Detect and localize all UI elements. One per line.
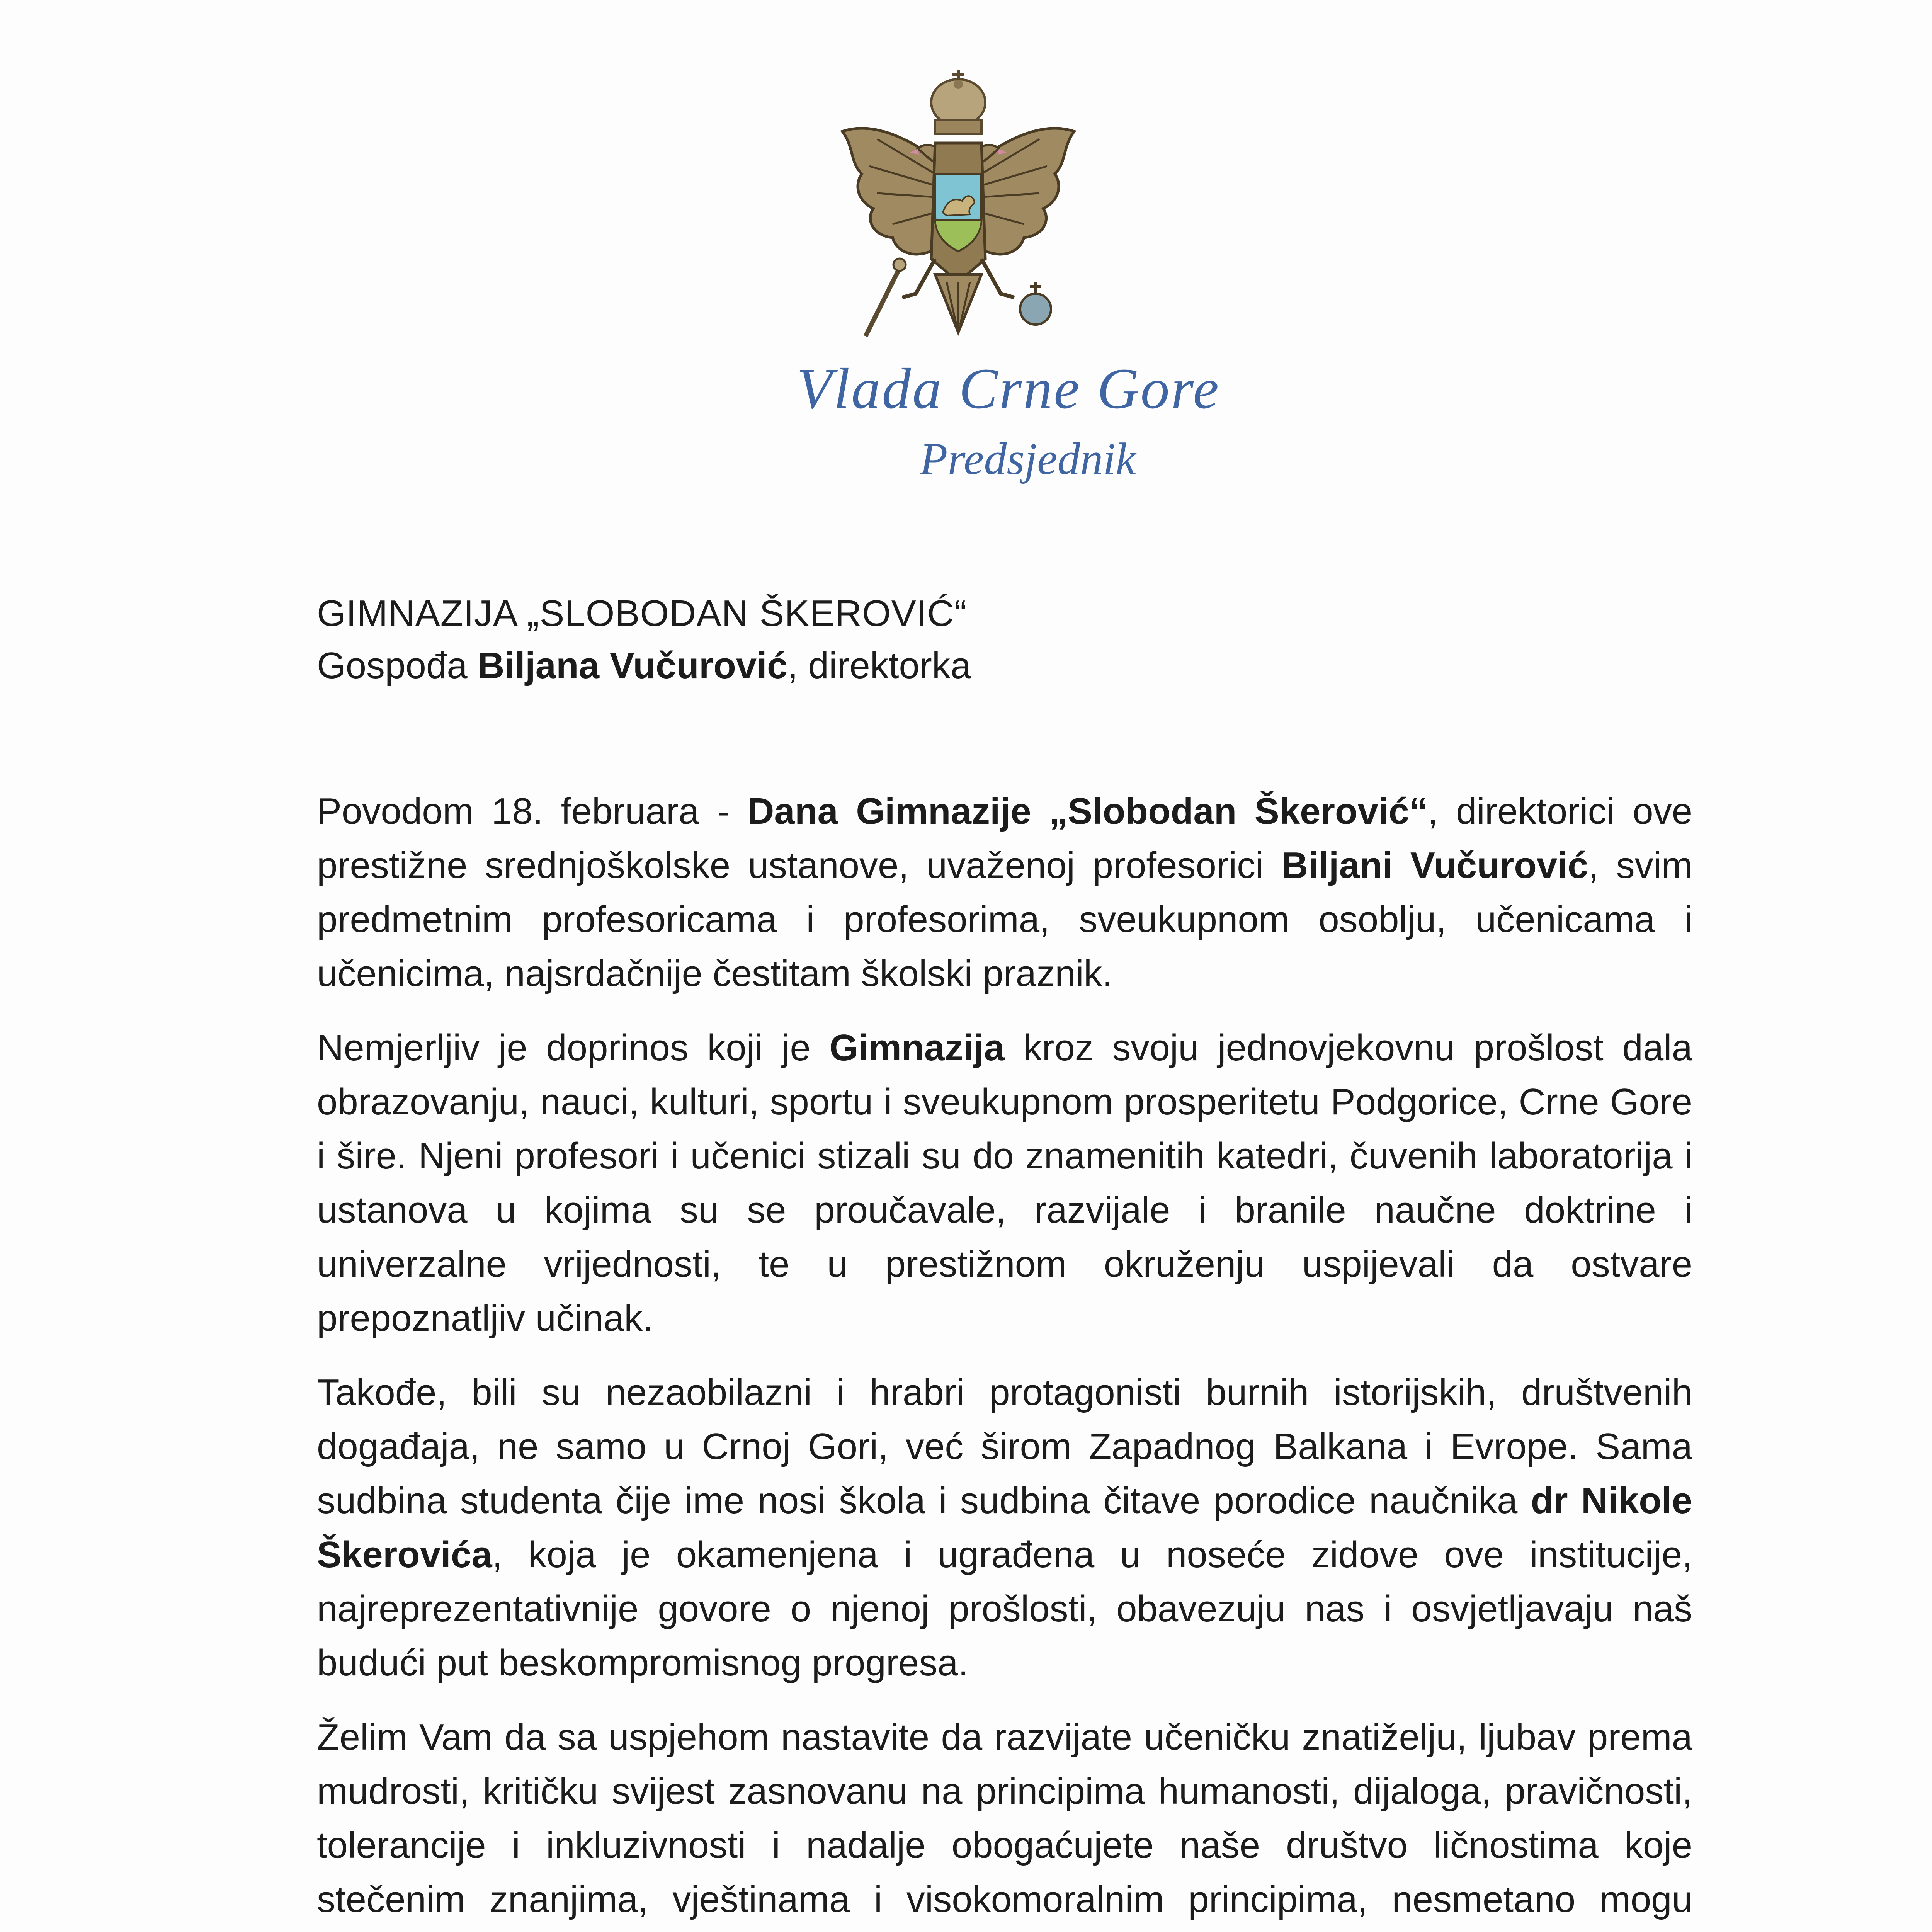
letter-body — [317, 784, 1692, 1932]
p3-bold-name: dr Nikole Škerovića — [317, 1480, 1693, 1575]
p1-text-c: , direktorici ove prestižne srednjoškolske ustanove, uvaženoj profesorici — [317, 791, 1693, 886]
paragraph-4 — [317, 1710, 1692, 1932]
p2-text-a: Nemjerljiv je doprinos koji je — [317, 1027, 830, 1068]
p4-text-a: Želim Vam da sa uspjehom nastavite da razvijate učeničku znatiželju, ljubav prema mudrosti, kritičku svijest zasnovanu na principima humanosti, dijaloga, pravičnosti, tolerancije i inkluzivnosti i nadalje obogaćujete naše društvo ličnostima koje stečenim znanjima, vještinama i visokomoralnim principima, nesmetano mogu — [317, 1716, 1692, 1920]
recipient-school: GIMNAZIJA „SLOBODAN ŠKEROVIĆ“ — [317, 593, 967, 634]
letterhead-office: Predsjednik — [920, 434, 1136, 484]
shield-icon — [935, 174, 981, 251]
letterhead-government: Vlada Crne Gore — [796, 357, 1220, 421]
paragraph-2 — [317, 1021, 1692, 1345]
recipient-name: Biljana Vučurović — [478, 645, 788, 686]
recipient-salutation: Gospođa — [317, 645, 478, 686]
p3-text-a: Takođe, bili su nezaobilazni i hrabri protagonisti burnih istorijskih, društvenih događaja, ne samo u Crnoj Gori, već širom Zapadnog Balkana i Evrope. Sama sudbina studenta čije ime nosi škola i sudbina čitave porodice naučnika — [317, 1372, 1692, 1521]
p2-text-c: kroz svoju jednovjekovnu prošlost dala obrazovanju, nauci, kulturi, sportu i sveukupnom prosperitetu Podgorice, Crne Gore i šire. Njeni profesori i učenici stizali su do znamenitih katedri, čuvenih laboratorija i ustanova u kojima su se proučavale, razvijale i branile naučne doktrine i univerzalne vrijednosti, te u prestižnom okruženju uspijevali da ostvare prepoznatljiv učinak. — [317, 1027, 1693, 1339]
paragraph-1 — [317, 784, 1692, 1001]
recipient-role: , direktorka — [787, 645, 971, 686]
p1-text-e: , svim predmetnim profesoricama i profesorima, sveukupnom osoblju, učenicama i učenicima, najsrdačnije čestitam školski praznik. — [317, 845, 1692, 994]
p1-text-a: Povodom 18. februara - — [317, 791, 748, 832]
p1-bold-school-day: Dana Gimnazije „Slobodan Škerović“ — [747, 791, 1428, 832]
p1-bold-name: Biljani Vučurović — [1281, 845, 1588, 886]
p2-bold-gimnazija: Gimnazija — [829, 1027, 1005, 1068]
crown-icon — [931, 70, 985, 134]
coat-of-arms-icon — [819, 66, 1097, 367]
paragraph-3 — [317, 1366, 1692, 1690]
recipient-line — [317, 639, 1708, 692]
recipient-block — [317, 587, 1708, 692]
p3-text-c: , koja je okamenjena i ugrađena u noseće zidove ove institucije, najreprezentativnije govore o njenoj prošlosti, obavezuju nas i osvjetljavaju naš budući put beskompromisnog progresa. — [317, 1534, 1692, 1684]
